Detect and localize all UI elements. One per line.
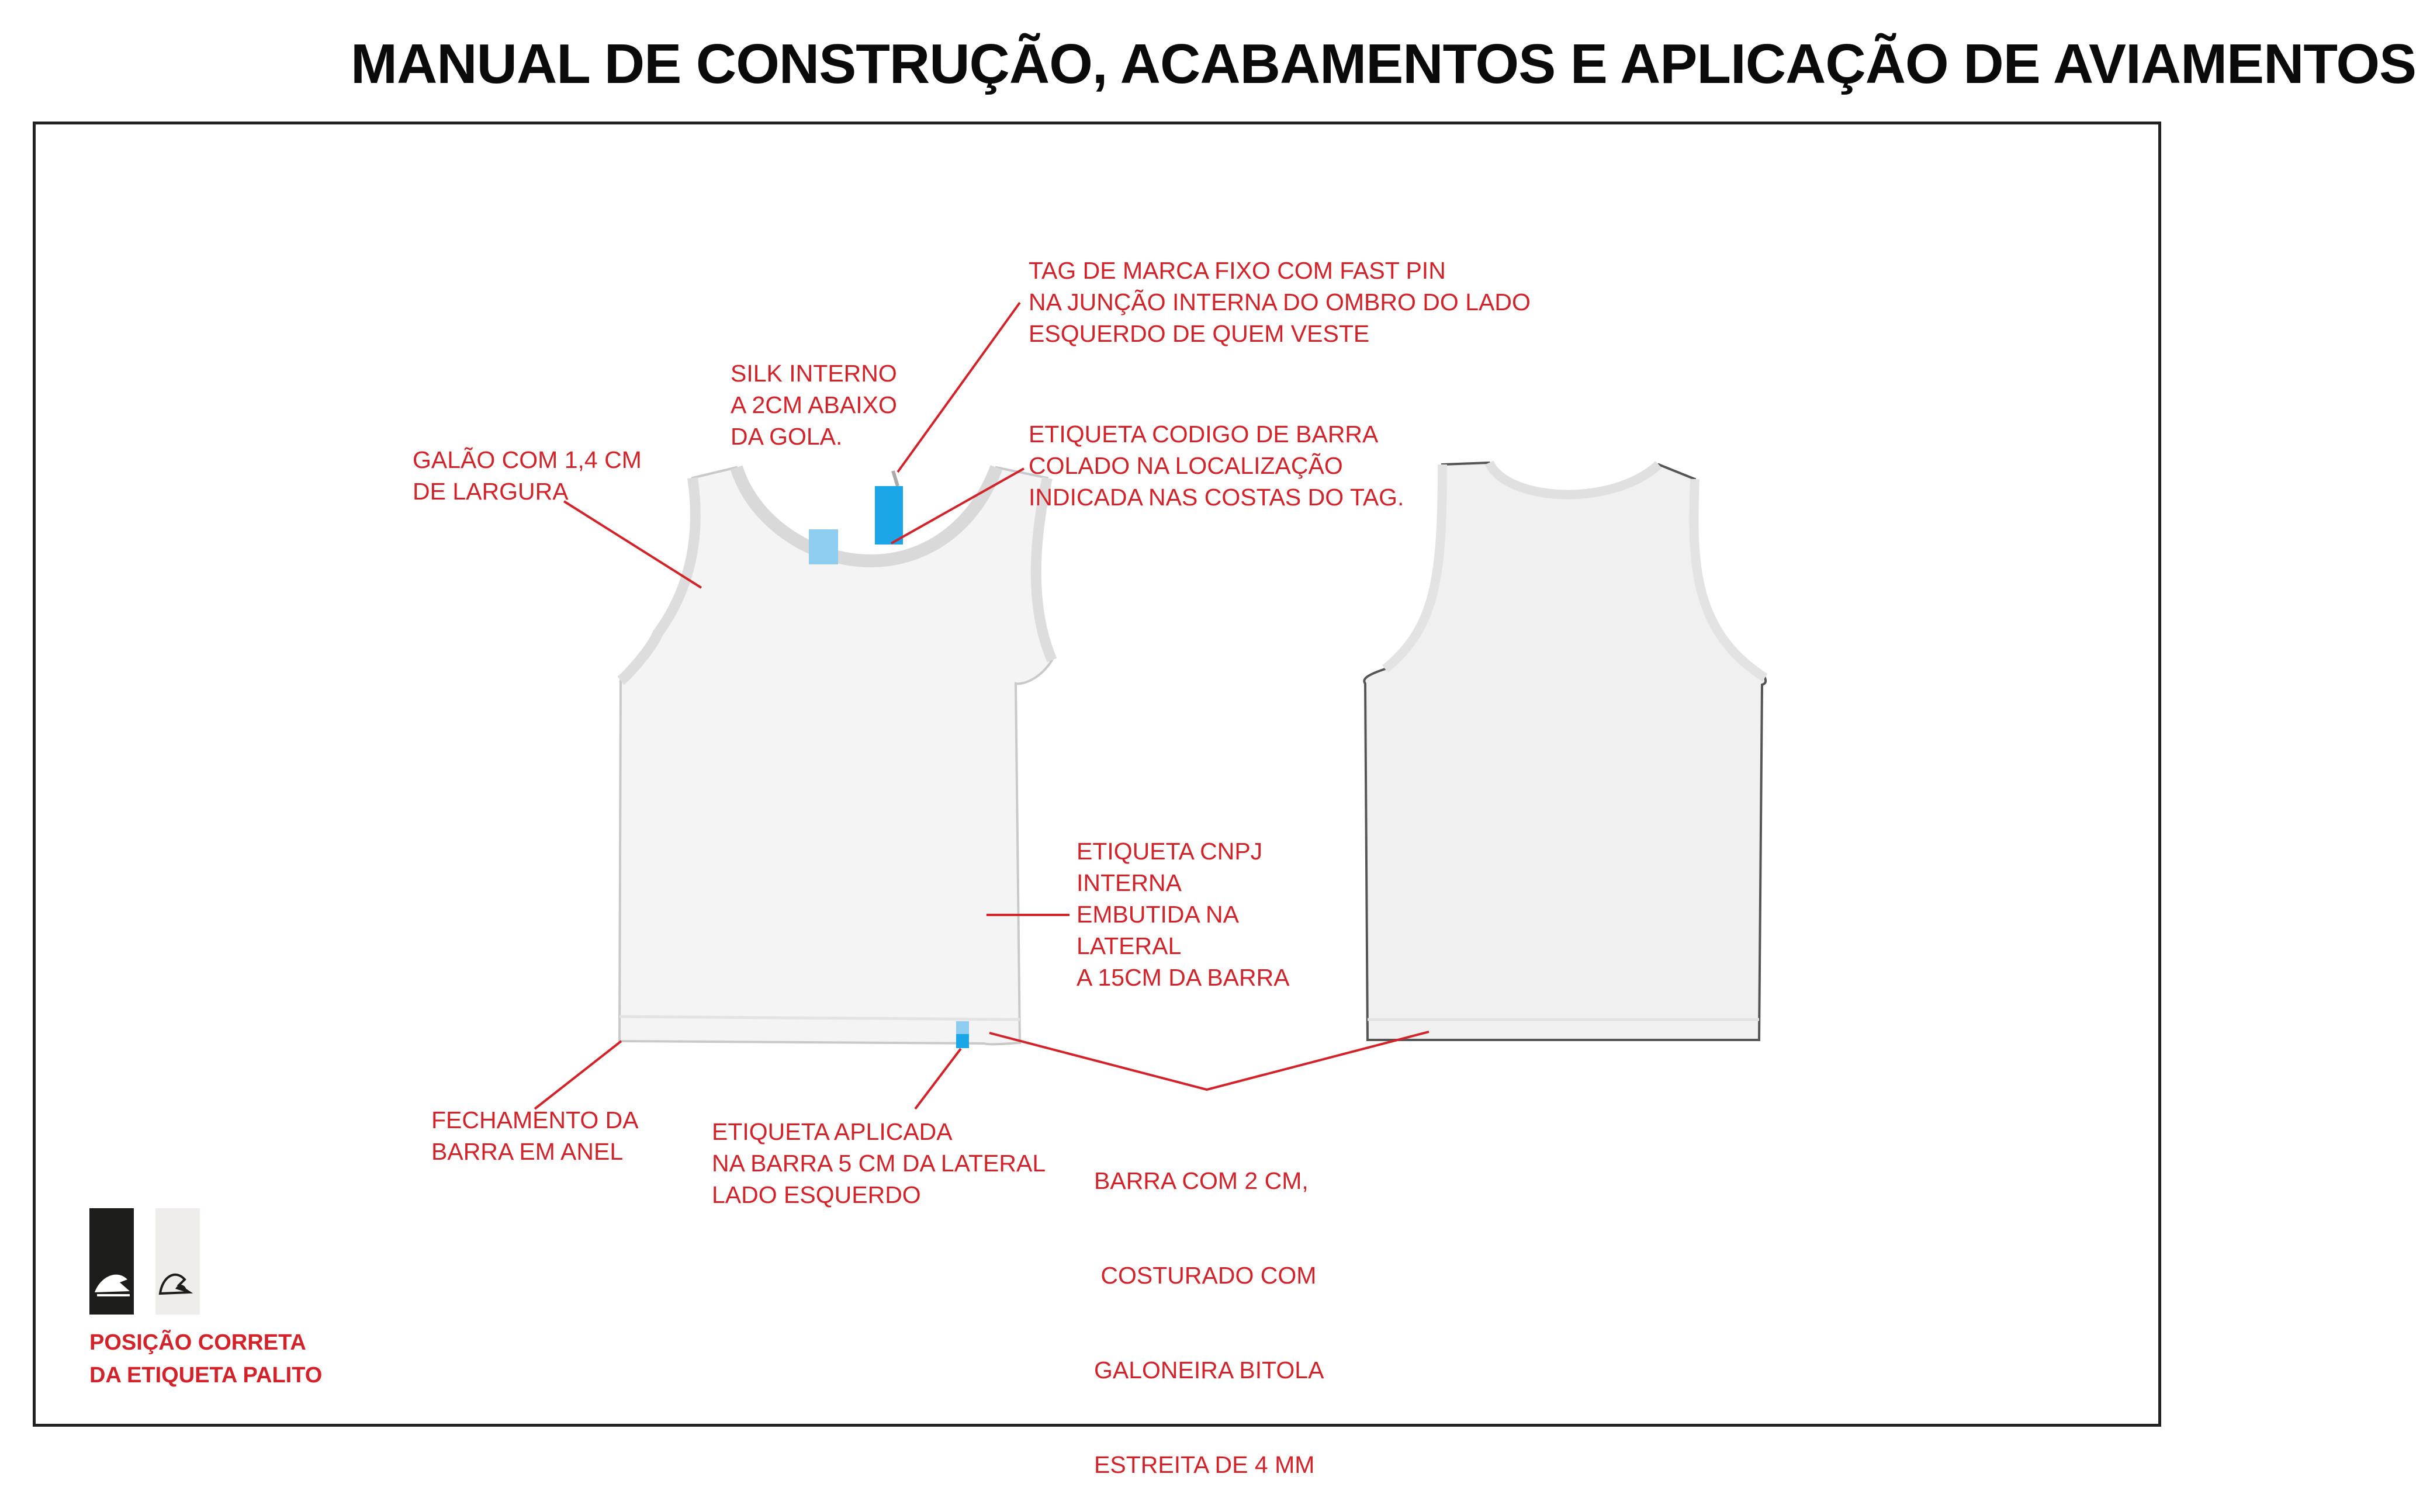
page-title: MANUAL DE CONSTRUÇÃO, ACABAMENTOS E APLICAÇÃO DE AVIAMENTOS xyxy=(351,33,2416,95)
legend-caption-line: DA ETIQUETA PALITO xyxy=(89,1363,323,1388)
black-label-swatch xyxy=(89,1208,134,1315)
back-body xyxy=(1364,463,1766,1040)
tank-top-back-view xyxy=(1364,463,1766,1040)
note-line: TAG DE MARCA FIXO COM FAST PIN xyxy=(1029,257,1446,284)
fast-pin xyxy=(893,471,898,486)
note-line: BARRA EM ANEL xyxy=(431,1138,624,1165)
note-line: ESQUERDO DE QUEM VESTE xyxy=(1029,320,1370,347)
leader-galao xyxy=(564,501,701,588)
silk-interno-mark xyxy=(809,529,838,564)
note-line: ESTREITA DE 4 MM xyxy=(1094,1451,1315,1478)
leader-etiqueta-aplicada xyxy=(915,1049,961,1109)
note-line: GALÃO COM 1,4 CM xyxy=(413,446,642,473)
note-line: ETIQUETA CODIGO DE BARRA xyxy=(1029,421,1379,448)
note-line: INDICADA NAS COSTAS DO TAG. xyxy=(1029,484,1404,511)
note-line: A 15CM DA BARRA xyxy=(1077,964,1290,991)
legend-caption xyxy=(89,1326,322,1392)
note-line: NA BARRA 5 CM DA LATERAL xyxy=(712,1150,1046,1177)
hem-label-fold xyxy=(956,1021,969,1034)
note-line: LADO ESQUERDO xyxy=(712,1181,921,1208)
note-line: COSTURADO COM xyxy=(1094,1262,1317,1289)
brand-tag xyxy=(875,486,903,545)
note-etiqueta-codigo xyxy=(1029,418,1404,513)
leader-fechamento xyxy=(535,1041,621,1109)
note-tag-marca xyxy=(1029,255,1531,349)
note-line: ETIQUETA CNPJ xyxy=(1077,838,1263,865)
note-line: ETIQUETA APLICADA xyxy=(712,1118,953,1145)
note-line: EMBUTIDA NA xyxy=(1077,901,1239,928)
leader-barra xyxy=(989,1032,1429,1090)
note-etiqueta-aplicada xyxy=(712,1116,1046,1211)
legend-caption-line: POSIÇÃO CORRETA xyxy=(89,1330,306,1355)
note-line: GALONEIRA BITOLA xyxy=(1094,1357,1324,1383)
legend-swatches xyxy=(89,1208,200,1315)
note-barra xyxy=(1094,1102,1324,1512)
note-line: INTERNA xyxy=(1077,869,1182,896)
note-silk-interno xyxy=(731,358,897,452)
note-line: DE LARGURA xyxy=(413,478,569,505)
note-fechamento xyxy=(431,1104,639,1167)
note-line: BARRA COM 2 CM, xyxy=(1094,1167,1309,1194)
note-line: SILK INTERNO xyxy=(731,360,897,387)
note-line: NA JUNÇÃO INTERNA DO OMBRO DO LADO xyxy=(1029,289,1531,315)
note-line: FECHAMENTO DA xyxy=(431,1107,639,1133)
white-label-swatch xyxy=(155,1208,200,1315)
tank-top-front-view xyxy=(619,467,1052,1048)
note-line: A 2CM ABAIXO xyxy=(731,391,897,418)
leader-tag-marca xyxy=(898,303,1020,472)
note-line: COLADO NA LOCALIZAÇÃO xyxy=(1029,452,1343,479)
note-galao xyxy=(413,444,642,507)
note-line: LATERAL xyxy=(1077,932,1182,959)
note-etiqueta-cnpj xyxy=(1077,835,1290,993)
note-line: DA GOLA. xyxy=(731,423,843,450)
